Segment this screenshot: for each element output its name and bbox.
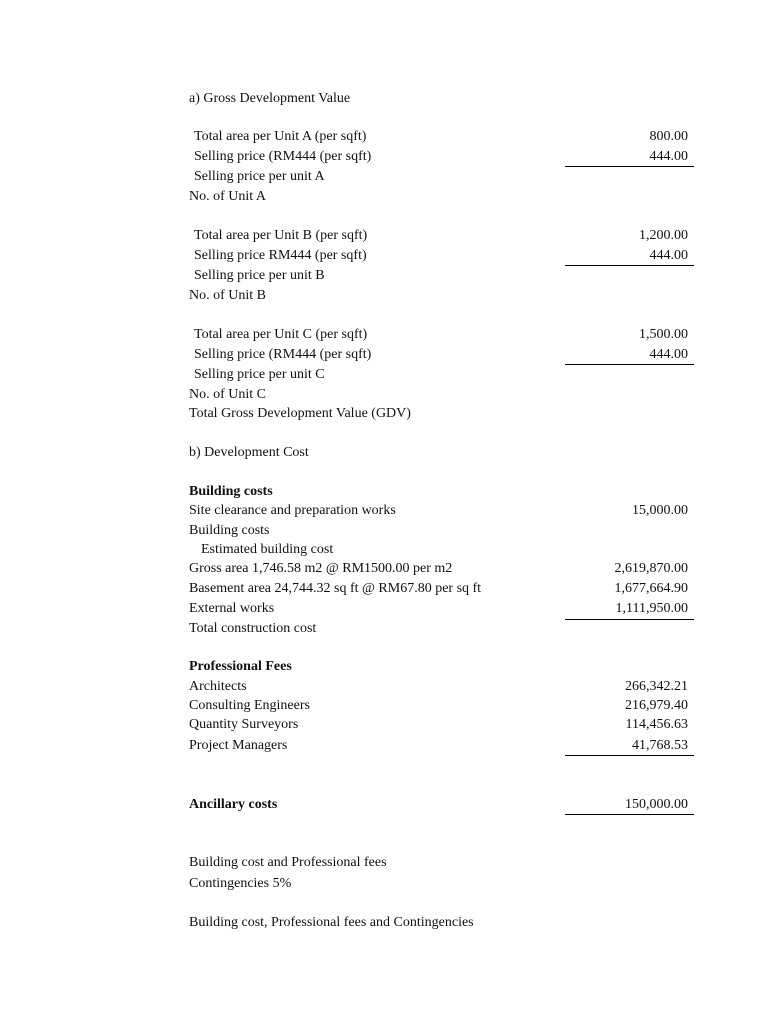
construction-subtotal-rule	[565, 619, 694, 620]
site-clearance-value: 15,000.00	[632, 503, 688, 518]
gross-area-label: Gross area 1,746.58 m2 @ RM1500.00 per m2	[189, 561, 453, 576]
unit-b-price-label: Selling price RM444 (per sqft)	[194, 248, 367, 263]
unit-c-price-value: 444.00	[649, 347, 688, 362]
unit-b-subtotal-rule	[565, 265, 694, 266]
unit-c-area-value: 1,500.00	[639, 327, 688, 342]
contingencies-label: Contingencies 5%	[189, 876, 292, 891]
ancillary-subtotal-rule	[565, 814, 694, 815]
fee-project-managers-value: 41,768.53	[632, 738, 688, 753]
gdv-section-title: a) Gross Development Value	[189, 91, 351, 106]
external-works-label: External works	[189, 601, 275, 616]
fee-consulting-engineers-value: 216,979.40	[625, 698, 688, 713]
professional-fees-subtotal-rule	[565, 755, 694, 756]
unit-c-subtotal-rule	[565, 364, 694, 365]
unit-a-per-unit-label: Selling price per unit A	[194, 169, 325, 184]
site-clearance-label: Site clearance and preparation works	[189, 503, 396, 518]
building-and-fees-label: Building cost and Professional fees	[189, 855, 387, 870]
unit-a-count-label: No. of Unit A	[189, 189, 266, 204]
total-construction-cost-label: Total construction cost	[189, 621, 317, 636]
unit-a-area-value: 800.00	[649, 129, 688, 144]
professional-fees-heading: Professional Fees	[189, 659, 292, 674]
fee-consulting-engineers-label: Consulting Engineers	[189, 698, 310, 713]
basement-area-value: 1,677,664.90	[614, 581, 688, 596]
fee-architects-label: Architects	[189, 679, 247, 694]
unit-b-area-label: Total area per Unit B (per sqft)	[194, 228, 368, 243]
unit-a-price-value: 444.00	[649, 149, 688, 164]
building-costs-heading: Building costs	[189, 484, 273, 499]
unit-c-per-unit-label: Selling price per unit C	[194, 367, 325, 382]
unit-b-price-value: 444.00	[649, 248, 688, 263]
unit-a-subtotal-rule	[565, 166, 694, 167]
fee-quantity-surveyors-value: 114,456.63	[625, 717, 688, 732]
building-costs-label: Building costs	[189, 523, 270, 538]
gross-area-value: 2,619,870.00	[614, 561, 688, 576]
unit-a-price-label: Selling price (RM444 (per sqft)	[194, 149, 372, 164]
external-works-value: 1,111,950.00	[615, 601, 688, 616]
ancillary-costs-value: 150,000.00	[625, 797, 688, 812]
dev-cost-section-title: b) Development Cost	[189, 445, 309, 460]
unit-a-area-label: Total area per Unit A (per sqft)	[194, 129, 367, 144]
basement-area-label: Basement area 24,744.32 sq ft @ RM67.80 per sq ft	[189, 581, 482, 596]
fee-project-managers-label: Project Managers	[189, 738, 288, 753]
ancillary-costs-label: Ancillary costs	[189, 797, 278, 812]
unit-b-per-unit-label: Selling price per unit B	[194, 268, 325, 283]
fee-quantity-surveyors-label: Quantity Surveyors	[189, 717, 299, 732]
gdv-total-label: Total Gross Development Value (GDV)	[189, 406, 411, 421]
unit-c-count-label: No. of Unit C	[189, 387, 266, 402]
unit-b-count-label: No. of Unit B	[189, 288, 266, 303]
estimated-building-cost-label: Estimated building cost	[201, 542, 334, 557]
unit-c-area-label: Total area per Unit C (per sqft)	[194, 327, 368, 342]
unit-b-area-value: 1,200.00	[639, 228, 688, 243]
building-fees-contingencies-label: Building cost, Professional fees and Contingencies	[189, 915, 474, 930]
fee-architects-value: 266,342.21	[625, 679, 688, 694]
unit-c-price-label: Selling price (RM444 (per sqft)	[194, 347, 372, 362]
